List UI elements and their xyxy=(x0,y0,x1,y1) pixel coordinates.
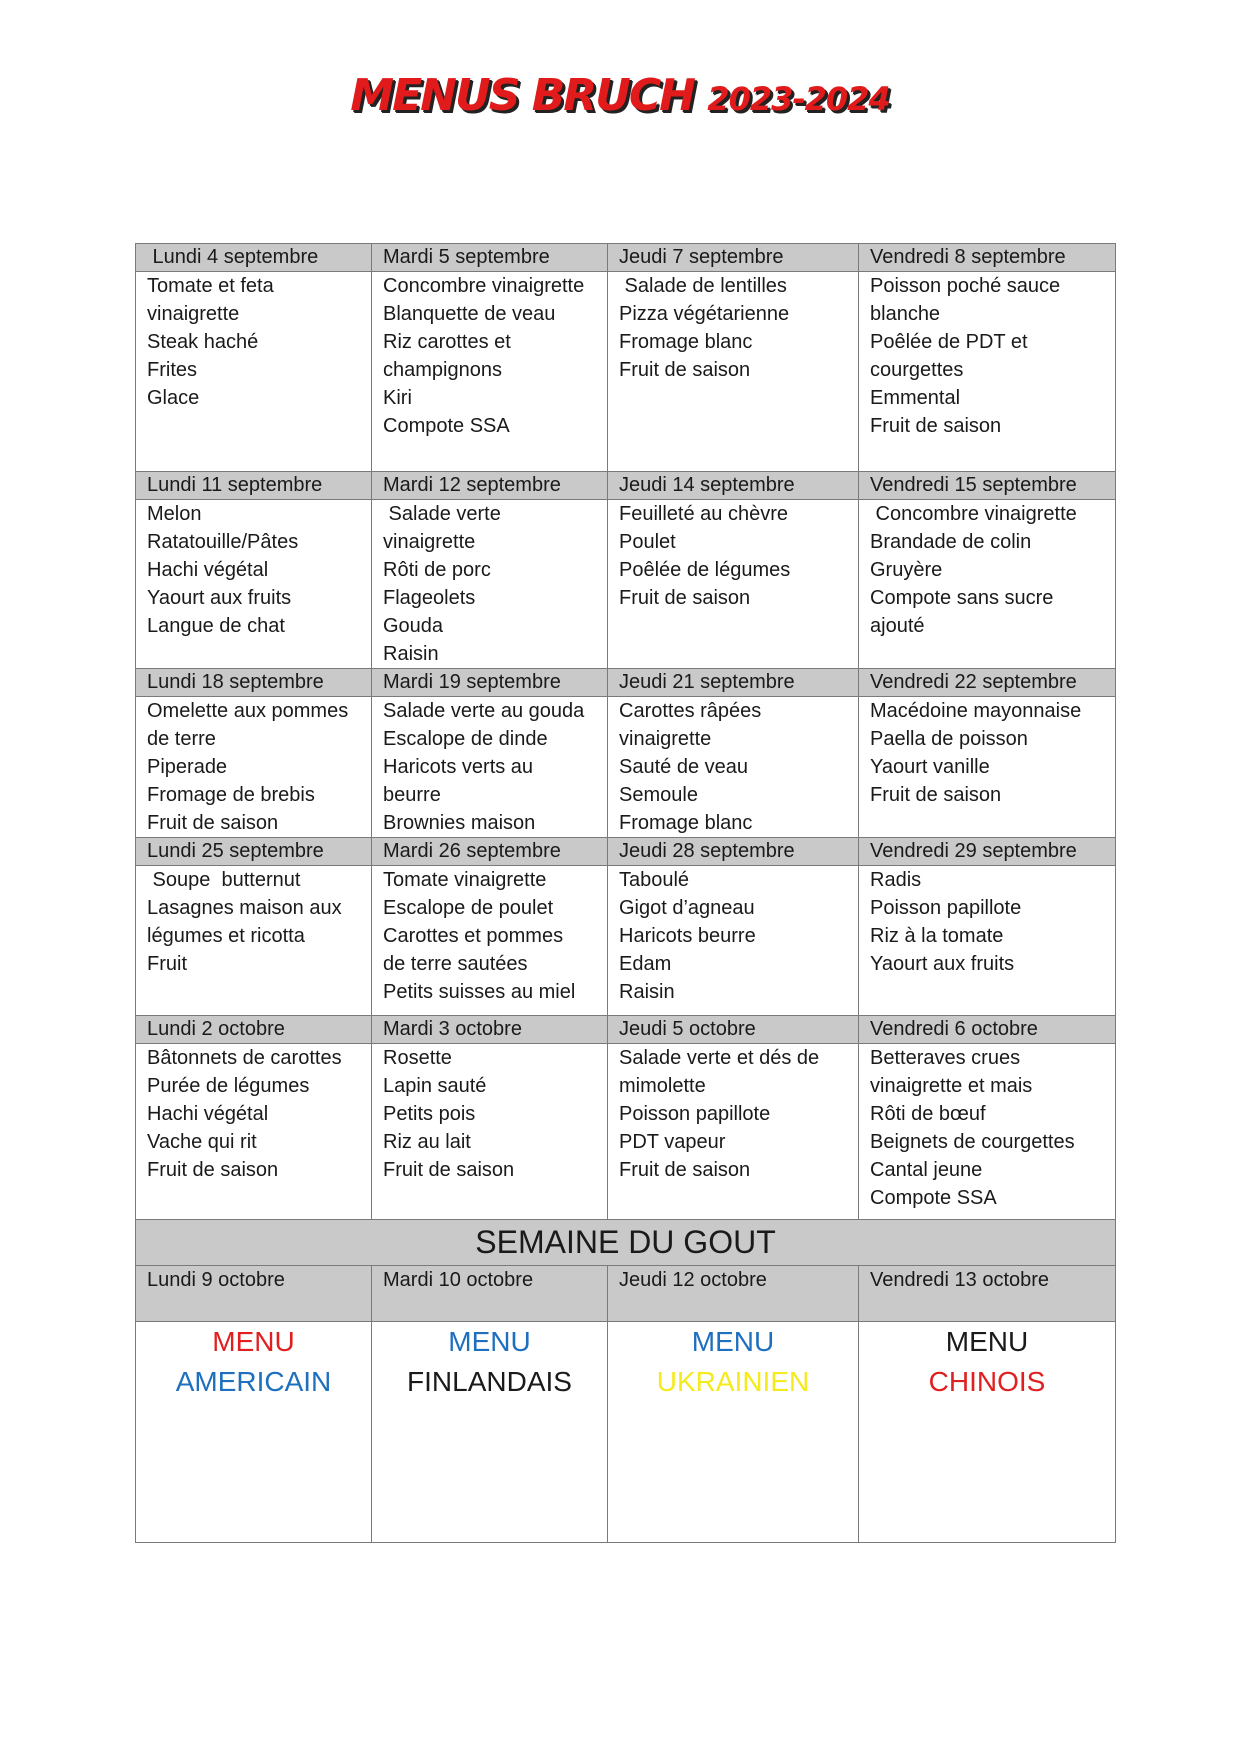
menu-item: Petits pois xyxy=(383,1103,476,1125)
menu-item: Beignets de courgettes xyxy=(870,1131,1075,1153)
menu-item: Raisin xyxy=(383,643,439,665)
menu-item: Ratatouille/Pâtes xyxy=(147,531,299,553)
semaine-du-gout xyxy=(136,1220,1116,1543)
menu-item: Haricots beurre xyxy=(619,925,756,947)
menu-item: Riz carottes et xyxy=(383,331,511,353)
menu-item: Emmental xyxy=(870,387,961,409)
day-date: Lundi 11 septembre xyxy=(136,472,372,500)
menu-item: ajouté xyxy=(870,615,925,637)
menu-item: Fruit de saison xyxy=(383,1159,515,1181)
gout-body-row xyxy=(136,1322,1116,1543)
menu-item: Fromage blanc xyxy=(619,331,753,353)
day-date: Mardi 26 septembre xyxy=(372,838,608,866)
day-menu xyxy=(372,1044,608,1220)
gout-day-date: Jeudi 12 octobre xyxy=(608,1266,859,1322)
menu-item: Fruit de saison xyxy=(147,1159,279,1181)
menu-item: Blanquette de veau xyxy=(383,303,556,325)
menu-item: Taboulé xyxy=(619,869,690,891)
page-title xyxy=(0,70,1240,121)
gout-title: SEMAINE DU GOUT xyxy=(136,1220,1116,1266)
gout-menu xyxy=(136,1322,372,1543)
menu-table xyxy=(135,243,1116,1543)
gout-menu-country: AMERICAIN xyxy=(175,1366,332,1397)
day-date: Jeudi 14 septembre xyxy=(608,472,859,500)
gout-menu-country: CHINOIS xyxy=(928,1366,1046,1397)
day-date: Jeudi 21 septembre xyxy=(608,669,859,697)
menu-item: Carottes râpées xyxy=(619,700,762,722)
menu-item: Lasagnes maison aux xyxy=(147,897,342,919)
gout-day-date: Mardi 10 octobre xyxy=(372,1266,608,1322)
menu-item: champignons xyxy=(383,359,502,381)
menu-item: PDT vapeur xyxy=(619,1131,726,1153)
day-menu xyxy=(372,272,608,472)
menu-item: Compote sans sucre xyxy=(870,587,1054,609)
menu-item: Salade verte xyxy=(383,503,501,525)
day-date: Vendredi 29 septembre xyxy=(859,838,1116,866)
day-date: Mardi 19 septembre xyxy=(372,669,608,697)
day-date: Lundi 4 septembre xyxy=(136,244,372,272)
menu-item: Gruyère xyxy=(870,559,943,581)
menu-item: Escalope de dinde xyxy=(383,728,548,750)
gout-menu xyxy=(859,1322,1116,1543)
day-menu xyxy=(859,866,1116,1016)
day-menu xyxy=(372,866,608,1016)
day-date: Mardi 5 septembre xyxy=(372,244,608,272)
menu-item: Semoule xyxy=(619,784,698,806)
menu-item: Soupe butternut xyxy=(147,869,301,891)
day-date: Mardi 3 octobre xyxy=(372,1016,608,1044)
menu-item: mimolette xyxy=(619,1075,706,1097)
menu-item: Edam xyxy=(619,953,672,975)
day-date: Lundi 2 octobre xyxy=(136,1016,372,1044)
menu-item: vinaigrette xyxy=(383,531,476,553)
menu-item: Lapin sauté xyxy=(383,1075,487,1097)
menu-item: Piperade xyxy=(147,756,228,778)
day-menu xyxy=(136,697,372,838)
menu-item: Concombre vinaigrette xyxy=(383,275,585,297)
menu-item: Fromage de brebis xyxy=(147,784,315,806)
day-menu xyxy=(608,272,859,472)
menu-item: Fruit de saison xyxy=(147,812,279,834)
menu-item: Bâtonnets de carottes xyxy=(147,1047,342,1069)
week-menu-row xyxy=(136,272,1116,472)
week-header-row xyxy=(136,244,1116,272)
week-menu-row xyxy=(136,697,1116,838)
menu-item: Riz au lait xyxy=(383,1131,471,1153)
day-menu xyxy=(608,1044,859,1220)
day-date: Vendredi 8 septembre xyxy=(859,244,1116,272)
menu-item: Vache qui rit xyxy=(147,1131,257,1153)
week-header-row xyxy=(136,838,1116,866)
menu-item: Glace xyxy=(147,387,200,409)
gout-menu-label: MENU xyxy=(691,1326,775,1357)
menu-item: Gigot d’agneau xyxy=(619,897,755,919)
gout-title-row xyxy=(136,1220,1116,1266)
menu-item: Yaourt vanille xyxy=(870,756,990,778)
day-menu xyxy=(136,272,372,472)
menu-item: Petits suisses au miel xyxy=(383,981,576,1003)
day-date: Jeudi 28 septembre xyxy=(608,838,859,866)
menu-item: vinaigrette xyxy=(147,303,240,325)
week-header-row xyxy=(136,472,1116,500)
week-menu-row xyxy=(136,866,1116,1016)
menu-item: Flageolets xyxy=(383,587,476,609)
menu-item: vinaigrette et mais xyxy=(870,1075,1033,1097)
menu-item: Fruit de saison xyxy=(619,587,751,609)
menu-item: Carottes et pommes xyxy=(383,925,564,947)
day-menu xyxy=(372,697,608,838)
menu-item: Feuilleté au chèvre xyxy=(619,503,788,525)
menu-item: de terre xyxy=(147,728,216,750)
menu-item: Poulet xyxy=(619,531,676,553)
menu-item: Paella de poisson xyxy=(870,728,1028,750)
day-date: Vendredi 15 septembre xyxy=(859,472,1116,500)
menu-item: Poêlée de légumes xyxy=(619,559,791,581)
menu-item: Compote SSA xyxy=(870,1187,997,1209)
menu-item: Melon xyxy=(147,503,202,525)
menu-item: Hachi végétal xyxy=(147,1103,269,1125)
menu-item: Rôti de porc xyxy=(383,559,491,581)
menu-item: Cantal jeune xyxy=(870,1159,983,1181)
week-header-row xyxy=(136,1016,1116,1044)
menu-item: Compote SSA xyxy=(383,415,510,437)
menu-item: Langue de chat xyxy=(147,615,285,637)
gout-menu xyxy=(372,1322,608,1543)
menu-item: Fruit xyxy=(147,953,187,975)
menu-item: Haricots verts au xyxy=(383,756,534,778)
day-date: Vendredi 6 octobre xyxy=(859,1016,1116,1044)
menu-item: Fromage blanc xyxy=(619,812,753,834)
day-menu xyxy=(136,1044,372,1220)
menu-item: courgettes xyxy=(870,359,964,381)
week-header-row xyxy=(136,669,1116,697)
menu-item: Frites xyxy=(147,359,197,381)
day-menu xyxy=(608,697,859,838)
day-date: Mardi 12 septembre xyxy=(372,472,608,500)
weeks-body xyxy=(136,244,1116,1220)
menu-item: vinaigrette xyxy=(619,728,712,750)
gout-menu-country: FINLANDAIS xyxy=(407,1366,572,1397)
menu-item: Sauté de veau xyxy=(619,756,748,778)
menu-item: Hachi végétal xyxy=(147,559,269,581)
menu-item: Yaourt aux fruits xyxy=(147,587,292,609)
menu-item: Purée de légumes xyxy=(147,1075,310,1097)
menu-item: Steak haché xyxy=(147,331,259,353)
menu-item: Omelette aux pommes xyxy=(147,700,349,722)
menu-item: Riz à la tomate xyxy=(870,925,1004,947)
gout-menu-label: MENU xyxy=(448,1326,531,1357)
day-menu xyxy=(136,866,372,1016)
gout-menu-country: UKRAINIEN xyxy=(656,1366,810,1397)
menu-item: Macédoine mayonnaise xyxy=(870,700,1082,722)
day-menu xyxy=(859,1044,1116,1220)
menu-item: beurre xyxy=(383,784,441,806)
day-menu xyxy=(859,500,1116,669)
menu-item: Pizza végétarienne xyxy=(619,303,790,325)
menu-item: blanche xyxy=(870,303,941,325)
gout-menu-label: MENU xyxy=(212,1326,295,1357)
week-menu-row xyxy=(136,1044,1116,1220)
day-date: Lundi 25 septembre xyxy=(136,838,372,866)
menu-item: Poisson poché sauce xyxy=(870,275,1061,297)
day-date: Jeudi 7 septembre xyxy=(608,244,859,272)
day-date: Lundi 18 septembre xyxy=(136,669,372,697)
menu-item: Brandade de colin xyxy=(870,531,1032,553)
day-menu xyxy=(608,500,859,669)
week-menu-row xyxy=(136,500,1116,669)
menu-item: Poêlée de PDT et xyxy=(870,331,1028,353)
menu-item: Fruit de saison xyxy=(619,359,751,381)
menu-item: Salade verte et dés de xyxy=(619,1047,820,1069)
day-menu xyxy=(136,500,372,669)
day-date: Jeudi 5 octobre xyxy=(608,1016,859,1044)
menu-item: Salade verte au gouda xyxy=(383,700,585,722)
menu-item: Fruit de saison xyxy=(619,1159,751,1181)
day-menu xyxy=(608,866,859,1016)
menu-item: légumes et ricotta xyxy=(147,925,305,947)
gout-menu-label: MENU xyxy=(945,1326,1029,1357)
day-date: Vendredi 22 septembre xyxy=(859,669,1116,697)
day-menu xyxy=(859,272,1116,472)
menu-item: Tomate et feta xyxy=(147,275,274,297)
menu-item: Betteraves crues xyxy=(870,1047,1021,1069)
menu-item: Yaourt aux fruits xyxy=(870,953,1015,975)
menu-item: Fruit de saison xyxy=(870,784,1002,806)
menu-item: Raisin xyxy=(619,981,675,1003)
menu-item: Brownies maison xyxy=(383,812,536,834)
gout-day-date: Vendredi 13 octobre xyxy=(859,1266,1116,1322)
gout-menu xyxy=(608,1322,859,1543)
gout-head-row xyxy=(136,1266,1116,1322)
day-menu xyxy=(372,500,608,669)
menu-item: Gouda xyxy=(383,615,444,637)
day-menu xyxy=(859,697,1116,838)
menu-item: Rosette xyxy=(383,1047,452,1069)
menu-item: Fruit de saison xyxy=(870,415,1002,437)
menu-item: Tomate vinaigrette xyxy=(383,869,547,891)
menu-item: Rôti de bœuf xyxy=(870,1103,986,1125)
title-main: MENUS BRUCH xyxy=(350,70,694,121)
menu-item: Salade de lentilles xyxy=(619,275,787,297)
menu-item: Poisson papillote xyxy=(870,897,1022,919)
menu-item: Concombre vinaigrette xyxy=(870,503,1077,525)
menu-item: Kiri xyxy=(383,387,412,409)
menu-item: de terre sautées xyxy=(383,953,528,975)
menu-item: Escalope de poulet xyxy=(383,897,554,919)
gout-day-date: Lundi 9 octobre xyxy=(136,1266,372,1322)
menu-item: Radis xyxy=(870,869,922,891)
title-year: 2023-2024 xyxy=(707,80,890,118)
menu-item: Poisson papillote xyxy=(619,1103,771,1125)
